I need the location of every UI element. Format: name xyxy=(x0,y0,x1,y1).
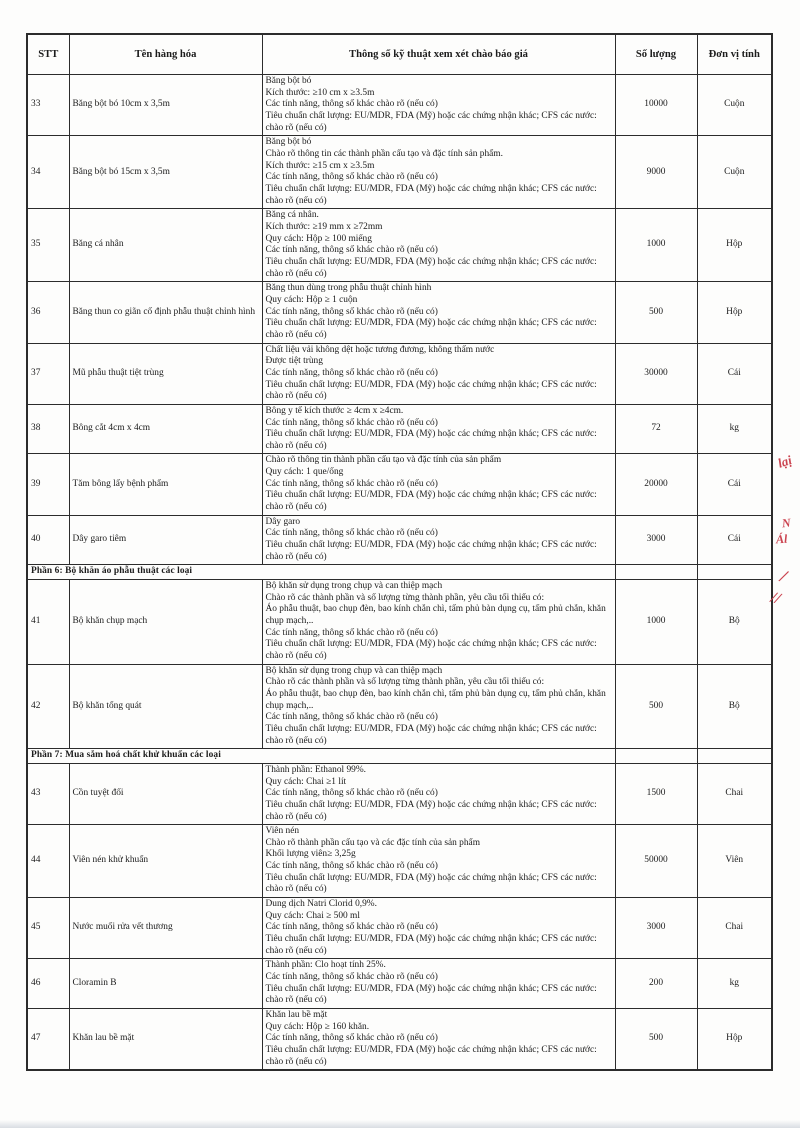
cell-unit: kg xyxy=(697,404,772,454)
spec-line: Các tính năng, thông số khác chào rõ (nếu có) xyxy=(265,922,438,933)
cell-stt: 36 xyxy=(27,282,69,343)
spec-line: Tiêu chuẩn chất lượng: EU/MDR, FDA (Mỹ) hoặc các chứng nhận khác; CFS các nước: chào rõ (nếu có) xyxy=(265,184,597,206)
spec-line: Các tính năng, thông số khác chào rõ (nếu có) xyxy=(265,1033,438,1044)
cell-unit: Hộp xyxy=(697,1009,772,1071)
spec-line: Thành phần: Clo hoạt tính 25%. xyxy=(265,960,386,971)
cell-quantity: 50000 xyxy=(615,825,697,898)
spec-line: Tiêu chuẩn chất lượng: EU/MDR, FDA (Mỹ) hoặc các chứng nhận khác; CFS các nước: chào rõ (nếu có) xyxy=(265,799,597,822)
spec-line: Dung dịch Natri Clorid 0,9%. xyxy=(265,899,377,910)
cell-stt: 42 xyxy=(27,664,69,749)
spec-line: Tiêu chuẩn chất lượng: EU/MDR, FDA (Mỹ) hoặc các chứng nhận khác; CFS các nước: chào rõ (nếu có) xyxy=(265,934,597,956)
cell-quantity: 1000 xyxy=(615,580,697,665)
cell-unit: Cái xyxy=(697,454,772,515)
procurement-items-table xyxy=(26,33,773,1071)
red-ink-fragment: Ál xyxy=(775,531,788,547)
cell-stt: 37 xyxy=(27,343,69,404)
cell-quantity: 3000 xyxy=(615,898,697,959)
spec-line: Tiêu chuẩn chất lượng: EU/MDR, FDA (Mỹ) hoặc các chứng nhận khác; CFS các nước: chào rõ (nếu có) xyxy=(265,983,597,1006)
cell-quantity-empty xyxy=(615,749,697,764)
cell-specs xyxy=(262,136,615,209)
spec-line: Các tính năng, thông số khác chào rõ (nếu có) xyxy=(265,306,438,317)
table-row xyxy=(27,898,772,959)
cell-quantity: 1500 xyxy=(615,763,697,824)
cell-specs xyxy=(262,664,615,749)
cell-quantity: 72 xyxy=(615,404,697,454)
table-row xyxy=(27,209,772,282)
spec-line: Chào rõ thông tin các thành phần cấu tạo và đặc tính sản phẩm. xyxy=(265,149,503,160)
spec-line: Các tính năng, thông số khác chào rõ (nếu có) xyxy=(265,861,438,872)
spec-line: Quy cách: Hộp ≥ 1 cuộn xyxy=(265,294,358,305)
cell-unit: Chai xyxy=(697,898,772,959)
spec-line: Tiêu chuẩn chất lượng: EU/MDR, FDA (Mỹ) hoặc các chứng nhận khác; CFS các nước: chào rõ (nếu có) xyxy=(265,379,597,402)
cell-unit: kg xyxy=(697,959,772,1009)
cell-unit: Cuộn xyxy=(697,75,772,136)
spec-line: Chất liệu vải không dệt hoặc tương đương, không thấm nước xyxy=(265,344,495,355)
table-header-row xyxy=(27,34,772,75)
cell-stt: 40 xyxy=(27,515,69,565)
cell-stt: 44 xyxy=(27,825,69,898)
spec-line: Các tính năng, thông số khác chào rõ (nếu có) xyxy=(265,788,438,799)
cell-specs xyxy=(262,75,615,136)
cell-quantity: 10000 xyxy=(615,75,697,136)
table-row xyxy=(27,454,772,515)
spec-line: Quy cách: 1 que/ống xyxy=(265,467,344,478)
cell-stt: 39 xyxy=(27,454,69,515)
cell-specs xyxy=(262,1009,615,1071)
spec-line: Các tính năng, thông số khác chào rõ (nếu có) xyxy=(265,172,438,183)
table-row xyxy=(27,959,772,1009)
cell-item-name: Mũ phẫu thuật tiệt trùng xyxy=(69,343,262,404)
table-row xyxy=(27,136,772,209)
red-ink-fragment: lạị xyxy=(775,452,794,471)
cell-specs xyxy=(262,580,615,665)
cell-item-name: Cồn tuyệt đối xyxy=(69,763,262,824)
spec-line: Tiêu chuẩn chất lượng: EU/MDR, FDA (Mỹ) hoặc các chứng nhận khác; CFS các nước: chào rõ (nếu có) xyxy=(265,1044,597,1067)
scan-edge-shadow xyxy=(0,1120,800,1128)
cell-specs xyxy=(262,763,615,824)
spec-line: Các tính năng, thông số khác chào rõ (nếu có) xyxy=(265,367,438,378)
table-row xyxy=(27,1009,772,1071)
spec-line: Thành phần: Ethanol 99%. xyxy=(265,764,366,775)
spec-line: Viên nén xyxy=(265,826,300,837)
spec-line: Các tính năng, thông số khác chào rõ (nếu có) xyxy=(265,99,438,110)
col-header-stt: STT xyxy=(27,34,69,75)
cell-item-name: Băng cá nhân xyxy=(69,209,262,282)
cell-quantity: 200 xyxy=(615,959,697,1009)
cell-stt: 43 xyxy=(27,763,69,824)
table-row xyxy=(27,282,772,343)
cell-specs xyxy=(262,898,615,959)
spec-line: Quy cách: Chai ≥ 500 ml xyxy=(265,910,360,921)
table-row xyxy=(27,404,772,454)
spec-line: Tiêu chuẩn chất lượng: EU/MDR, FDA (Mỹ) hoặc các chứng nhận khác; CFS các nước: chào rõ (nếu có) xyxy=(265,540,597,562)
section-header-row xyxy=(27,565,772,580)
spec-line: Băng thun dùng trong phẫu thuật chỉnh hình xyxy=(265,283,432,294)
spec-line: Bông y tế kích thước ≥ 4cm x ≥4cm. xyxy=(265,405,404,416)
cell-stt: 35 xyxy=(27,209,69,282)
section-title: Phần 6: Bộ khăn áo phẫu thuật các loại xyxy=(27,565,615,580)
cell-unit: Cái xyxy=(697,343,772,404)
section-title: Phần 7: Mua sắm hoá chất khử khuẩn các loại xyxy=(27,749,615,764)
table-row xyxy=(27,664,772,749)
spec-line: Áo phẫu thuật, bao chụp đèn, bao kính chắn chì, tấm phủ bàn dụng cụ, tấm phủ chắn, khăn chụp mạch,.. xyxy=(265,604,606,626)
cell-item-name: Băng bột bó 10cm x 3,5m xyxy=(69,75,262,136)
cell-item-name: Bộ khăn tổng quát xyxy=(69,664,262,749)
spec-line: Áo phẫu thuật, bao chụp đèn, bao kính chắn chì, tấm phủ bàn dụng cụ, tấm phủ chắn, khăn chụp mạch,.. xyxy=(265,688,606,711)
cell-unit: Hộp xyxy=(697,282,772,343)
spec-line: Chào rõ các thành phần và số lượng từng thành phần, yêu cầu tối thiểu có: xyxy=(265,677,545,688)
cell-item-name: Băng bột bó 15cm x 3,5m xyxy=(69,136,262,209)
spec-line: Tiêu chuẩn chất lượng: EU/MDR, FDA (Mỹ) hoặc các chứng nhận khác; CFS các nước: chào rõ (nếu có) xyxy=(265,111,597,133)
cell-unit: Chai xyxy=(697,763,772,824)
cell-item-name: Nước muối rửa vết thương xyxy=(69,898,262,959)
table-row xyxy=(27,515,772,565)
spec-line: Tiêu chuẩn chất lượng: EU/MDR, FDA (Mỹ) hoặc các chứng nhận khác; CFS các nước: chào rõ (nếu có) xyxy=(265,318,597,340)
cell-specs xyxy=(262,404,615,454)
cell-specs xyxy=(262,959,615,1009)
spec-line: Các tính năng, thông số khác chào rõ (nếu có) xyxy=(265,627,438,638)
cell-item-name: Bông cắt 4cm x 4cm xyxy=(69,404,262,454)
spec-line: Băng cá nhân. xyxy=(265,210,319,221)
cell-quantity: 500 xyxy=(615,282,697,343)
cell-stt: 47 xyxy=(27,1009,69,1071)
spec-line: Khăn lau bề mặt xyxy=(265,1010,328,1020)
table-row xyxy=(27,580,772,665)
spec-line: Quy cách: Chai ≥1 lít xyxy=(265,776,347,787)
cell-item-name: Khăn lau bề mặt xyxy=(69,1009,262,1071)
cell-item-name: Tăm bông lấy bệnh phẩm xyxy=(69,454,262,515)
spec-line: Khối lượng viên≥ 3,25g xyxy=(265,849,356,860)
cell-unit-empty xyxy=(697,565,772,580)
spec-line: Các tính năng, thông số khác chào rõ (nếu có) xyxy=(265,528,438,539)
spec-line: Tiêu chuẩn chất lượng: EU/MDR, FDA (Mỹ) hoặc các chứng nhận khác; CFS các nước: chào rõ (nếu có) xyxy=(265,256,597,279)
cell-specs xyxy=(262,209,615,282)
cell-specs xyxy=(262,825,615,898)
col-header-unit: Đơn vị tính xyxy=(697,34,772,75)
red-ink-fragment: // xyxy=(769,589,782,608)
cell-quantity: 500 xyxy=(615,1009,697,1071)
cell-stt: 34 xyxy=(27,136,69,209)
cell-quantity-empty xyxy=(615,565,697,580)
table-row xyxy=(27,75,772,136)
spec-line: Kích thước: ≥15 cm x ≥3.5m xyxy=(265,160,375,171)
spec-line: Tiêu chuẩn chất lượng: EU/MDR, FDA (Mỹ) hoặc các chứng nhận khác; CFS các nước: chào rõ (nếu có) xyxy=(265,429,597,451)
cell-unit: Hộp xyxy=(697,209,772,282)
table-row xyxy=(27,343,772,404)
cell-stt: 33 xyxy=(27,75,69,136)
spec-line: Tiêu chuẩn chất lượng: EU/MDR, FDA (Mỹ) hoặc các chứng nhận khác; CFS các nước: chào rõ (nếu có) xyxy=(265,490,597,513)
cell-stt: 38 xyxy=(27,404,69,454)
spec-line: Các tính năng, thông số khác chào rõ (nếu có) xyxy=(265,245,438,256)
spec-line: Được tiệt trùng xyxy=(265,356,323,367)
spec-line: Các tính năng, thông số khác chào rõ (nếu có) xyxy=(265,972,438,983)
spec-line: Băng bột bó xyxy=(265,137,312,148)
cell-quantity: 30000 xyxy=(615,343,697,404)
spec-line: Chào rõ thông tin thành phần cấu tạo và đặc tính của sản phẩm xyxy=(265,455,502,466)
spec-line: Chào rõ thành phần cấu tạo và các đặc tính của sản phẩm xyxy=(265,837,480,848)
spec-line: Quy cách: Hộp ≥ 100 miếng xyxy=(265,233,372,244)
col-header-item-name: Tên hàng hóa xyxy=(69,34,262,75)
cell-item-name: Băng thun co giãn cố định phẫu thuật chỉnh hình xyxy=(69,282,262,343)
table-row xyxy=(27,825,772,898)
cell-quantity: 20000 xyxy=(615,454,697,515)
cell-item-name: Bộ khăn chụp mạch xyxy=(69,580,262,665)
red-ink-fragment: N xyxy=(781,515,792,531)
spec-line: Các tính năng, thông số khác chào rõ (nếu có) xyxy=(265,478,438,489)
cell-stt: 45 xyxy=(27,898,69,959)
cell-specs xyxy=(262,282,615,343)
spec-line: Kích thước: ≥10 cm x ≥3.5m xyxy=(265,87,375,98)
cell-unit: Bộ xyxy=(697,580,772,665)
red-ink-fragment: / xyxy=(778,565,790,587)
cell-unit: Cuộn xyxy=(697,136,772,209)
cell-stt: 46 xyxy=(27,959,69,1009)
cell-item-name: Cloramin B xyxy=(69,959,262,1009)
cell-stt: 41 xyxy=(27,580,69,665)
spec-line: Tiêu chuẩn chất lượng: EU/MDR, FDA (Mỹ) hoặc các chứng nhận khác; CFS các nước: chào rõ (nếu có) xyxy=(265,723,597,746)
spec-line: Các tính năng, thông số khác chào rõ (nếu có) xyxy=(265,417,438,428)
spec-line: Dây garo xyxy=(265,516,301,527)
cell-specs xyxy=(262,515,615,565)
spec-line: Kích thước: ≥19 mm x ≥72mm xyxy=(265,222,383,232)
spec-line: Bộ khăn sử dụng trong chụp và can thiệp mạch xyxy=(265,665,443,676)
cell-item-name: Viên nén khử khuẩn xyxy=(69,825,262,898)
cell-quantity: 9000 xyxy=(615,136,697,209)
col-header-quantity: Số lượng xyxy=(615,34,697,75)
cell-quantity: 500 xyxy=(615,664,697,749)
cell-quantity: 1000 xyxy=(615,209,697,282)
cell-specs xyxy=(262,343,615,404)
cell-quantity: 3000 xyxy=(615,515,697,565)
cell-unit: Cái xyxy=(697,515,772,565)
cell-unit-empty xyxy=(697,749,772,764)
cell-unit: Viên xyxy=(697,825,772,898)
cell-specs xyxy=(262,454,615,515)
spec-line: Tiêu chuẩn chất lượng: EU/MDR, FDA (Mỹ) hoặc các chứng nhận khác; CFS các nước: chào rõ (nếu có) xyxy=(265,872,597,895)
spec-line: Bộ khăn sử dụng trong chụp và can thiệp mạch xyxy=(265,581,443,592)
table-row xyxy=(27,763,772,824)
cell-item-name: Dây garo tiêm xyxy=(69,515,262,565)
spec-line: Các tính năng, thông số khác chào rõ (nếu có) xyxy=(265,712,438,723)
col-header-specs: Thông số kỹ thuật xem xét chào báo giá xyxy=(262,34,615,75)
spec-line: Chào rõ các thành phần và số lượng từng thành phần, yêu cầu tối thiểu có: xyxy=(265,592,545,603)
spec-line: Quy cách: Hộp ≥ 160 khăn. xyxy=(265,1021,370,1032)
cell-unit: Bộ xyxy=(697,664,772,749)
spec-line: Tiêu chuẩn chất lượng: EU/MDR, FDA (Mỹ) hoặc các chứng nhận khác; CFS các nước: chào rõ (nếu có) xyxy=(265,639,597,661)
spec-line: Băng bột bó xyxy=(265,76,312,87)
section-header-row xyxy=(27,749,772,764)
